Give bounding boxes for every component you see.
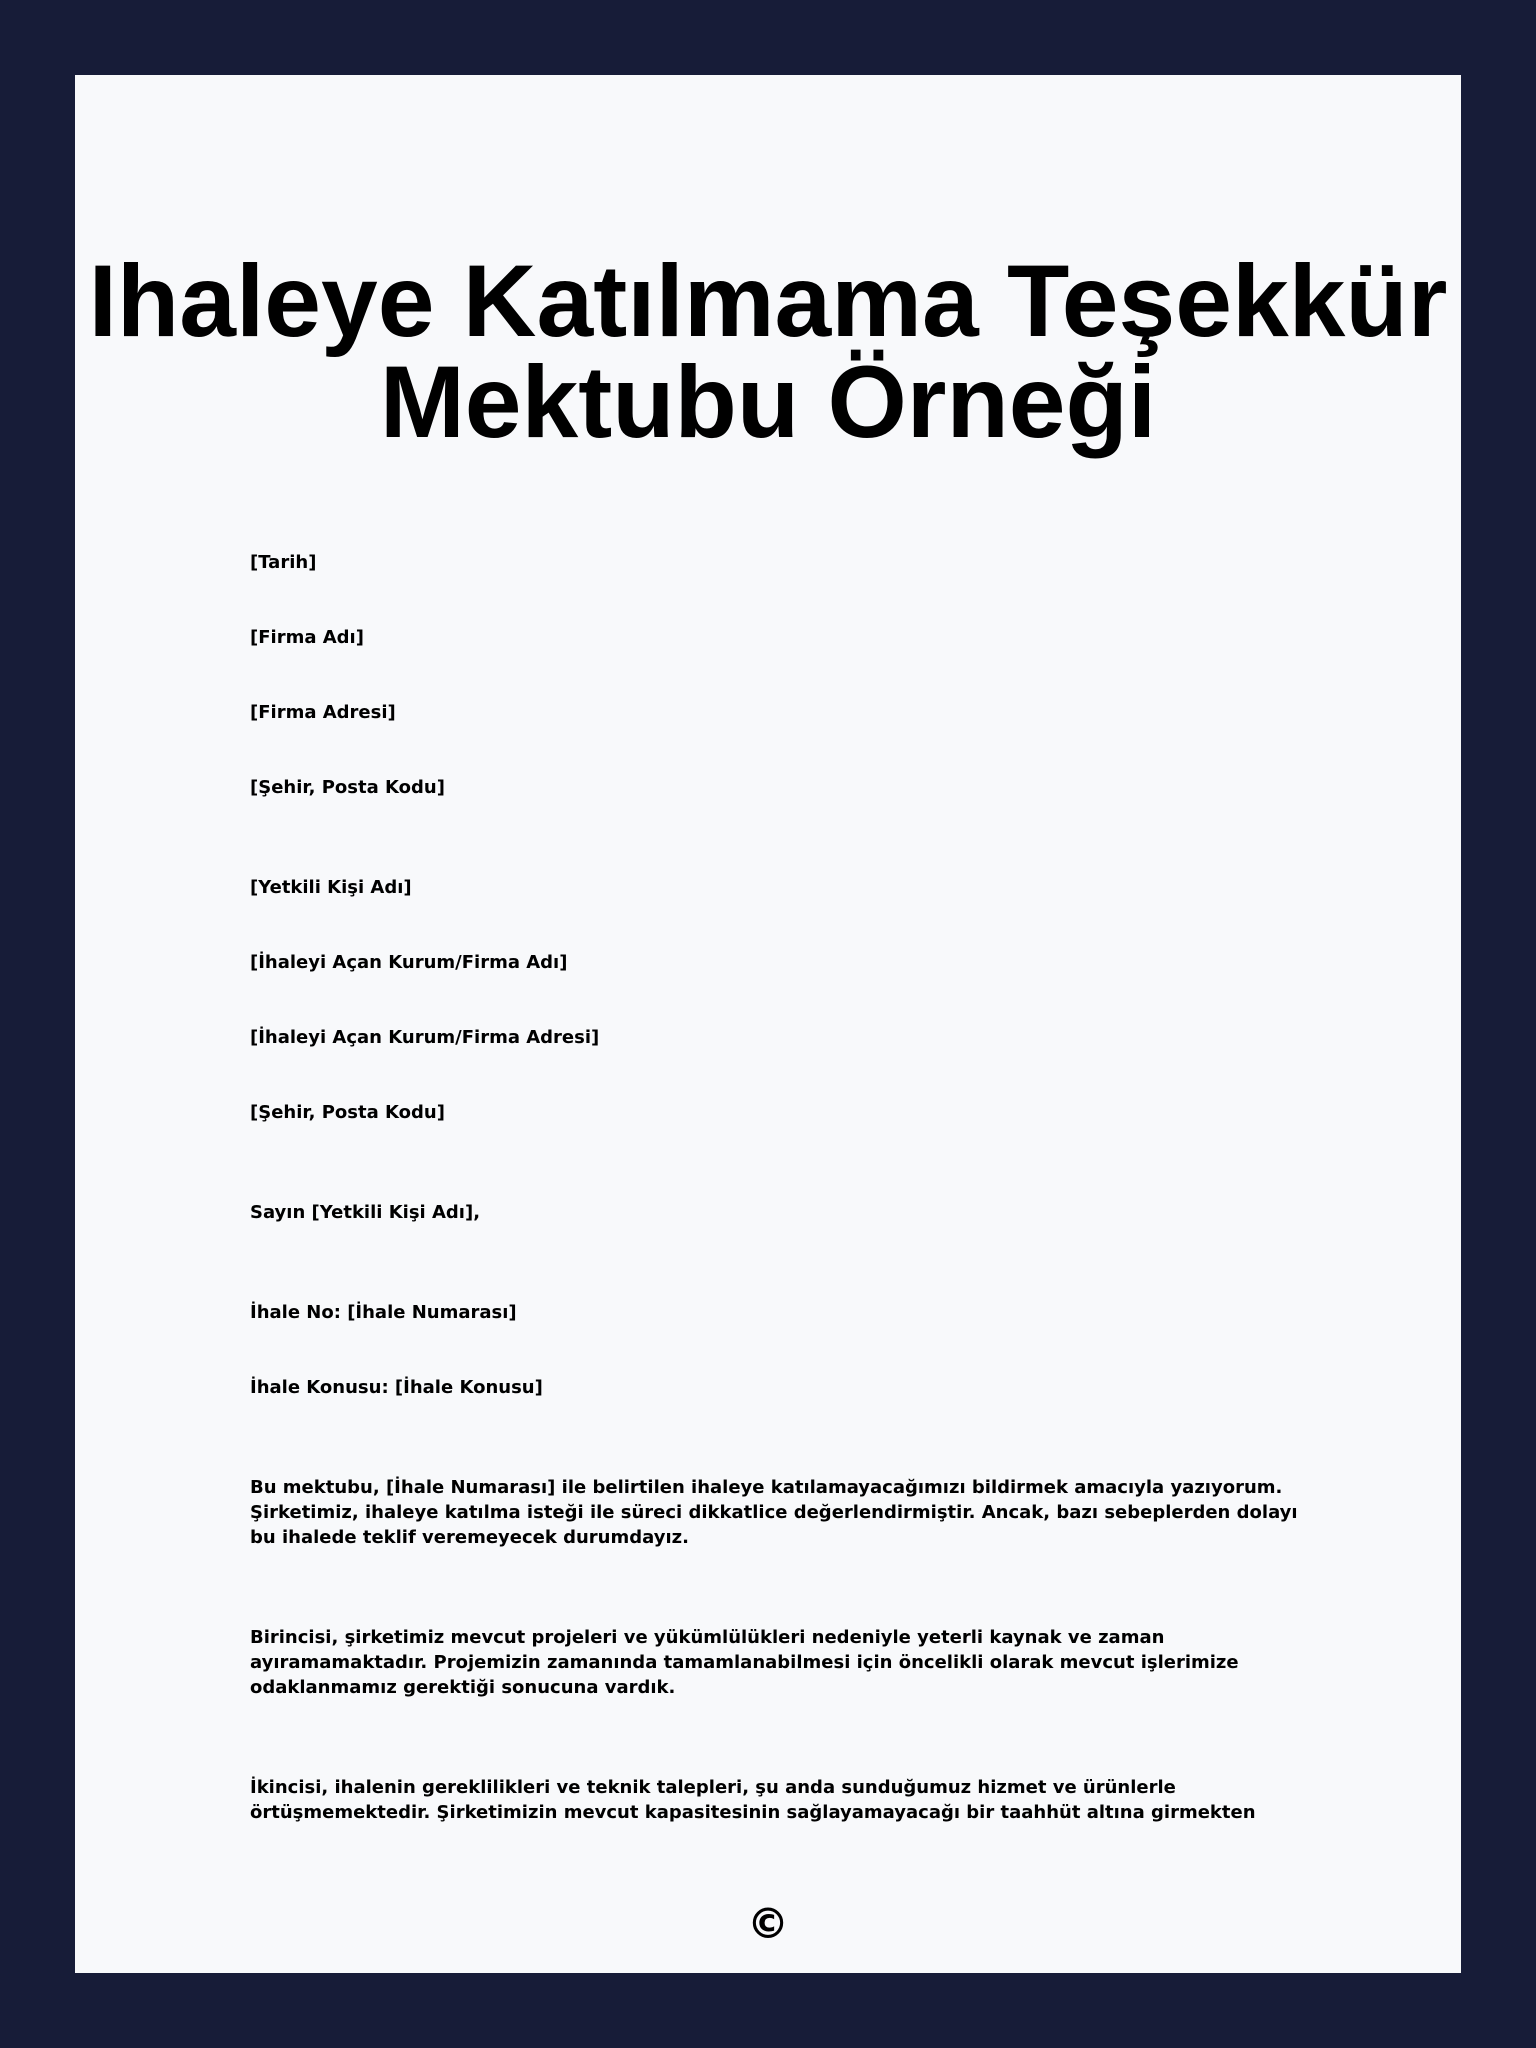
sender-date: [Tarih]	[250, 552, 317, 573]
recipient-institution-address: [İhaleyi Açan Kurum/Firma Adresi]	[250, 1027, 600, 1048]
sender-company-address: [Firma Adresi]	[250, 702, 396, 723]
document-title: Ihaleye Katılmama Teşekkür Mektubu Örneği	[88, 244, 1448, 459]
copyright-icon: ©	[747, 1899, 789, 1948]
recipient-contact-name: [Yetkili Kişi Adı]	[250, 877, 412, 898]
sender-company-name: [Firma Adı]	[250, 627, 364, 648]
tender-subject: İhale Konusu: [İhale Konusu]	[250, 1377, 543, 1398]
paragraph: Birincisi, şirketimiz mevcut projeleri ve yükümlülükleri nedeniyle yeterli kaynak ve zaman ayıramamaktadır. Projemizin zamanında tamamlanabilmesi için öncelikli olarak mevcut işlerimize odaklanmamız gerektiği sonucuna vardık.	[250, 1627, 1239, 1698]
salutation: Sayın [Yetkili Kişi Adı],	[250, 1202, 481, 1223]
sender-city-postcode: [Şehir, Posta Kodu]	[250, 777, 445, 798]
paragraph: İkincisi, ihalenin gereklilikleri ve teknik talepleri, şu anda sunduğumuz hizmet ve ürünlerle örtüşmemektedir. Şirketimizin mevcut kapasitesinin sağlayamayacağı bir taahhüt altına girmekten	[250, 1777, 1256, 1823]
recipient-institution-name: [İhaleyi Açan Kurum/Firma Adı]	[250, 952, 568, 973]
tender-number: İhale No: [İhale Numarası]	[250, 1302, 517, 1323]
paragraph: Bu mektubu, [İhale Numarası] ile belirtilen ihaleye katılamayacağımızı bildirmek amacıyla yazıyorum. Şirketimiz, ihaleye katılma isteği ile süreci dikkatlice değerlendirmiştir. Ancak, bazı sebeplerden dolayı bu ihalede teklif veremeyecek durumdayız.	[250, 1477, 1298, 1548]
recipient-city-postcode: [Şehir, Posta Kodu]	[250, 1102, 445, 1123]
document-page	[75, 75, 1461, 1973]
